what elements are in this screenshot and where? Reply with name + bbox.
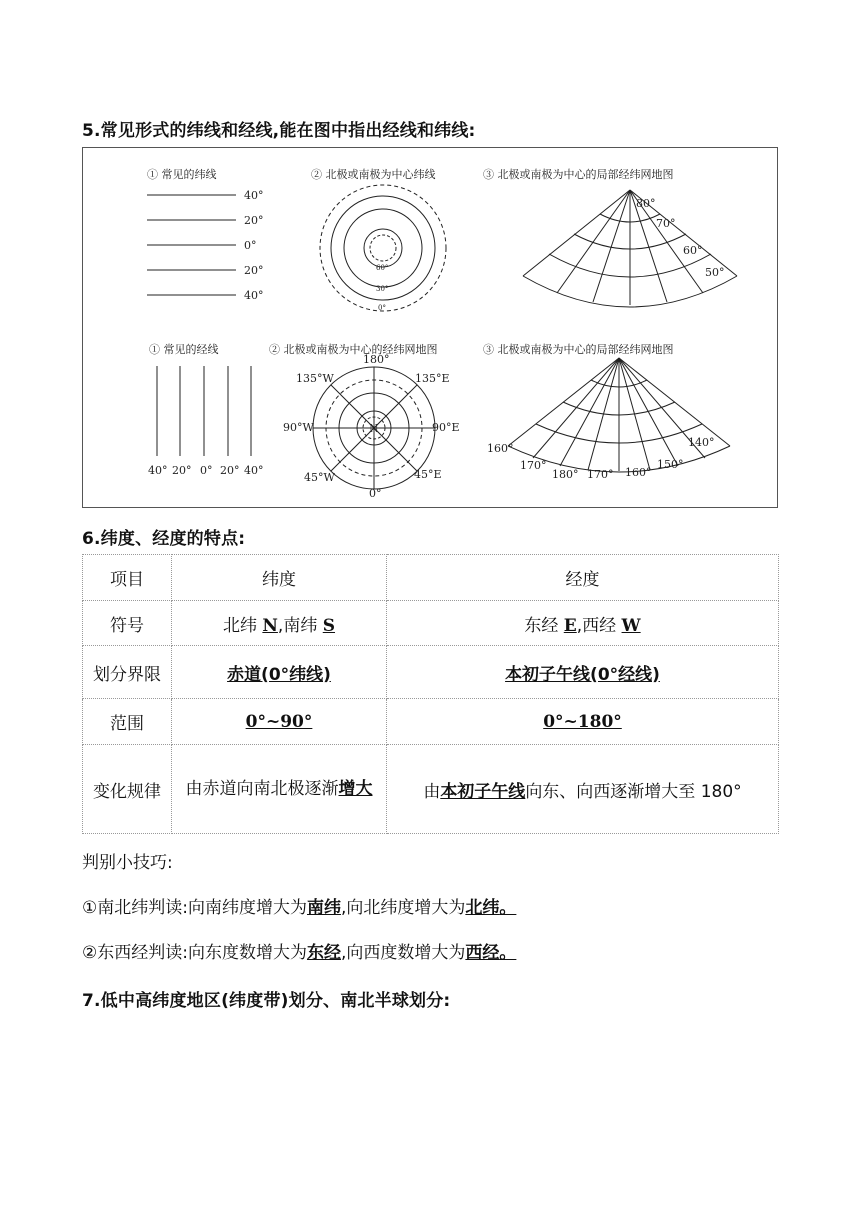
fan-meridian-label: 150°: [657, 458, 684, 471]
cell-latitude-symbol: 北纬 N,南纬 S: [172, 601, 387, 646]
meridian-lines: [157, 366, 251, 456]
tip-latitude: ①南北纬判读:向南纬度增大为南纬,向北纬度增大为北纬。: [82, 898, 517, 918]
fan-meridian-label: 160°: [487, 442, 514, 455]
fan-meridian-label: 180°: [552, 468, 579, 481]
tips-title: 判别小技巧:: [82, 853, 173, 873]
polar-label: 45°E: [414, 468, 442, 481]
cell-latitude-boundary: 赤道(0°纬线): [172, 646, 387, 699]
fan-meridian-label: 170°: [520, 459, 547, 472]
latitude-longitude-table: [82, 554, 779, 834]
parallel-label: 0°: [244, 239, 257, 252]
polar-label: 135°E: [415, 372, 450, 385]
fan-meridian-label: 140°: [688, 436, 715, 449]
section-6-heading: 6.纬度、经度的特点:: [82, 529, 246, 549]
polar-label: 90°E: [432, 421, 460, 434]
circle-label: 60°: [376, 264, 389, 272]
meridian-label: 20°: [172, 464, 192, 477]
parallel-lines: [147, 195, 236, 295]
parallel-label: 20°: [244, 264, 264, 277]
row-name: 范围: [83, 699, 172, 745]
polar-label: 180°: [363, 353, 390, 366]
table-row: [83, 745, 779, 834]
cell-longitude-range: 0°~180°: [387, 699, 779, 745]
cell-longitude-boundary: 本初子午线(0°经线): [387, 646, 779, 699]
fan-parallel-label: 50°: [705, 266, 725, 279]
meridian-label: 0°: [200, 464, 213, 477]
fan-meridian-label: 170°: [587, 468, 614, 481]
caption-common-meridians: ① 常见的经线: [149, 343, 219, 356]
fan-parallel-label: 60°: [683, 244, 703, 257]
table-row: [83, 601, 779, 646]
fan-graticule-bottom: [508, 358, 730, 472]
cell-latitude-range: 0°~90°: [172, 699, 387, 745]
parallel-label: 40°: [244, 189, 264, 202]
fan-parallel-label: 80°: [636, 197, 656, 210]
table-row: [83, 646, 779, 699]
header-longitude: 经度: [387, 555, 779, 601]
meridian-label: 40°: [148, 464, 168, 477]
fan-parallel-label: 70°: [656, 217, 676, 230]
graticule-diagram: [83, 148, 779, 509]
cell-longitude-change: 由本初子午线向东、向西逐渐增大至 180°: [387, 745, 779, 834]
cell-longitude-symbol: 东经 E,西经 W: [387, 601, 779, 646]
circle-label: 30°: [376, 285, 389, 293]
section-7-heading: 7.低中高纬度地区(纬度带)划分、南北半球划分:: [82, 991, 451, 1011]
meridian-label: 40°: [244, 464, 264, 477]
polar-label: 135°W: [296, 372, 334, 385]
header-latitude: 纬度: [172, 555, 387, 601]
polar-label: 45°W: [304, 471, 335, 484]
header-item: 项目: [83, 555, 172, 601]
caption-polar-graticule: ② 北极或南极为中心的经纬网地图: [269, 343, 438, 356]
cell-latitude-change: 由赤道向南北极逐渐增大: [172, 745, 387, 834]
polar-label: 90°W: [283, 421, 314, 434]
parallel-label: 40°: [244, 289, 264, 302]
parallel-label: 20°: [244, 214, 264, 227]
caption-polar-parallels: ② 北极或南极为中心纬线: [311, 168, 436, 181]
circle-label: 0°: [378, 304, 386, 312]
caption-partial-graticule: ③ 北极或南极为中心的局部经纬网地图: [483, 343, 674, 356]
fan-graticule-top: [523, 190, 737, 307]
row-name: 符号: [83, 601, 172, 646]
polar-label-north: N: [369, 422, 379, 435]
graticule-figure: [82, 147, 778, 508]
caption-common-parallels: ① 常见的纬线: [147, 168, 217, 181]
meridian-label: 20°: [220, 464, 240, 477]
section-5-heading: 5.常见形式的纬线和经线,能在图中指出经线和纬线:: [82, 121, 476, 141]
table-row: [83, 555, 779, 601]
tip-longitude: ②东西经判读:向东度数增大为东经,向西度数增大为西经。: [82, 943, 517, 963]
row-name: 划分界限: [83, 646, 172, 699]
caption-partial-parallels: ③ 北极或南极为中心的局部经纬网地图: [483, 168, 674, 181]
polar-label: 0°: [369, 487, 382, 500]
table-row: [83, 699, 779, 745]
row-name: 变化规律: [83, 745, 172, 834]
fan-meridian-label: 160°: [625, 466, 652, 479]
